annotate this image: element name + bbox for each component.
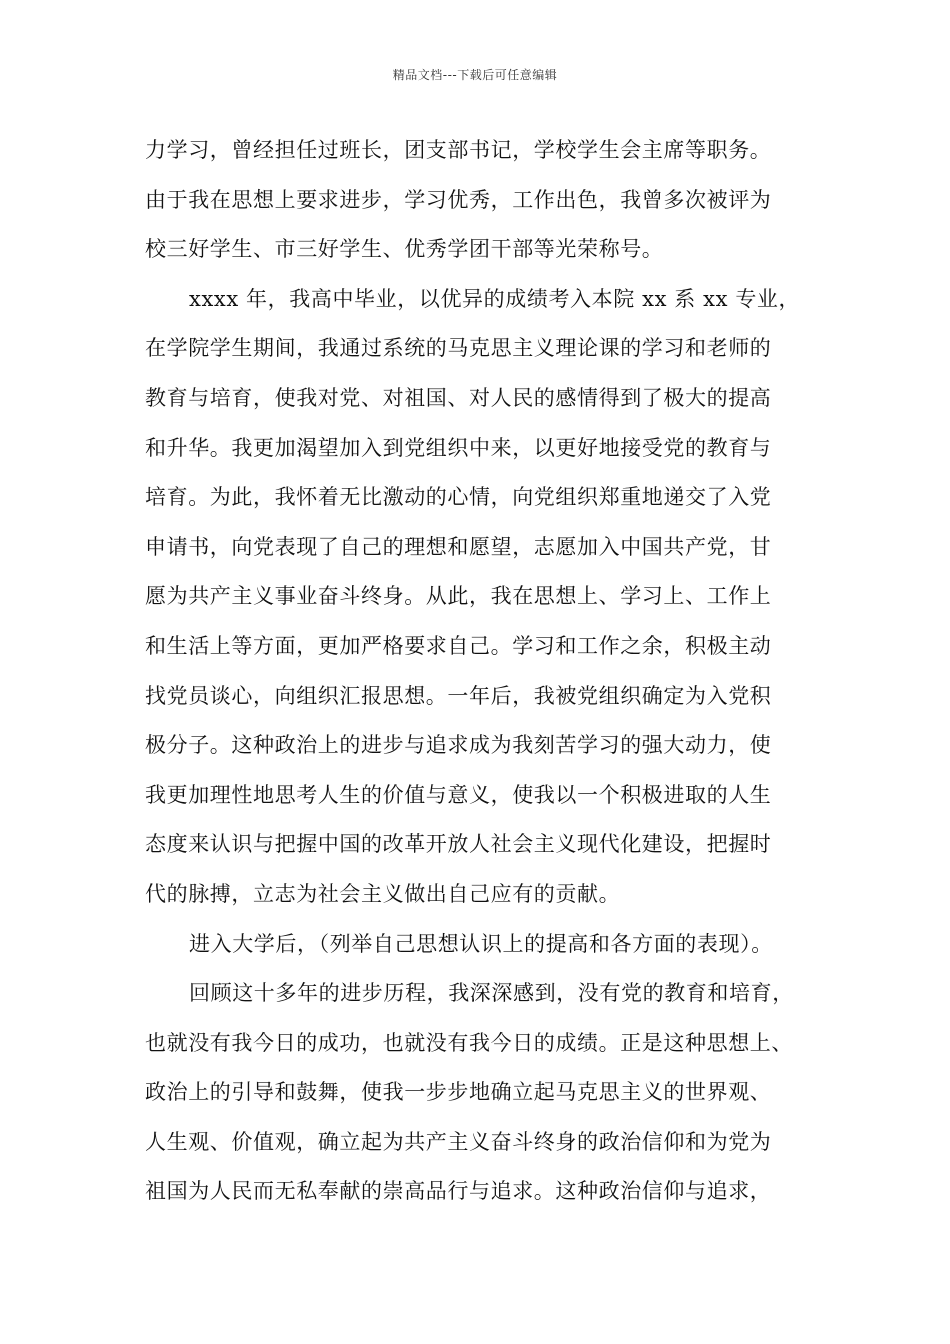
text-line: 和升华。我更加渴望加入到党组织中来，以更好地接受党的教育与 [145, 435, 772, 460]
text-line: 态度来认识与把握中国的改革开放人社会主义现代化建设，把握时 [145, 832, 772, 857]
text-line: 申请书，向党表现了自己的理想和愿望，志愿加入中国共产党，甘 [145, 534, 772, 559]
text-line: xxxx 年，我高中毕业，以优异的成绩考入本院 xx 系 xx 专业， [189, 286, 801, 311]
document-body [145, 126, 815, 1217]
text-line: 和生活上等方面，更加严格要求自己。学习和工作之余，积极主动 [145, 633, 772, 658]
text-line: 由于我在思想上要求进步，学习优秀，工作出色，我曾多次被评为 [145, 187, 772, 212]
text-line: 愿为共产主义事业奋斗终身。从此，我在思想上、学习上、工作上 [145, 584, 772, 609]
text-line: 找党员谈心，向组织汇报思想。一年后，我被党组织确定为入党积 [145, 683, 772, 708]
text-line: 在学院学生期间，我通过系统的马克思主义理论课的学习和老师的 [145, 336, 772, 361]
text-line: 力学习，曾经担任过班长，团支部书记，学校学生会主席等职务。 [145, 138, 772, 162]
text-line: 我更加理性地思考人生的价值与意义，使我以一个积极进取的人生 [145, 782, 772, 807]
text-line: 也就没有我今日的成功，也就没有我今日的成绩。正是这种思想上、 [145, 1030, 793, 1055]
text-line: 代的脉搏，立志为社会主义做出自己应有的贡献。 [145, 881, 621, 906]
text-line: 人生观、价值观，确立起为共产主义奋斗终身的政治信仰和为党为 [145, 1129, 772, 1154]
text-line: 政治上的引导和鼓舞，使我一步步地确立起马克思主义的世界观、 [145, 1080, 772, 1105]
text-line: 极分子。这种政治上的进步与追求成为我刻苦学习的强大动力，使 [145, 733, 772, 758]
text-line: 祖国为人民而无私奉献的崇高品行与追求。这种政治信仰与追求， [145, 1179, 772, 1204]
text-line: 回顾这十多年的进步历程，我深深感到，没有党的教育和培育， [189, 981, 794, 1006]
text-line: 培育。为此，我怀着无比激动的心情，向党组织郑重地递交了入党 [145, 485, 772, 510]
text-line: 教育与培育，使我对党、对祖国、对人民的感情得到了极大的提高 [145, 385, 772, 410]
text-line: 校三好学生、市三好学生、优秀学团干部等光荣称号。 [145, 237, 664, 262]
page-header: 精品文档---下载后可任意编辑 [392, 68, 558, 82]
text-line: 进入大学后，（列举自己思想认识上的提高和各方面的表现）。 [189, 931, 773, 956]
